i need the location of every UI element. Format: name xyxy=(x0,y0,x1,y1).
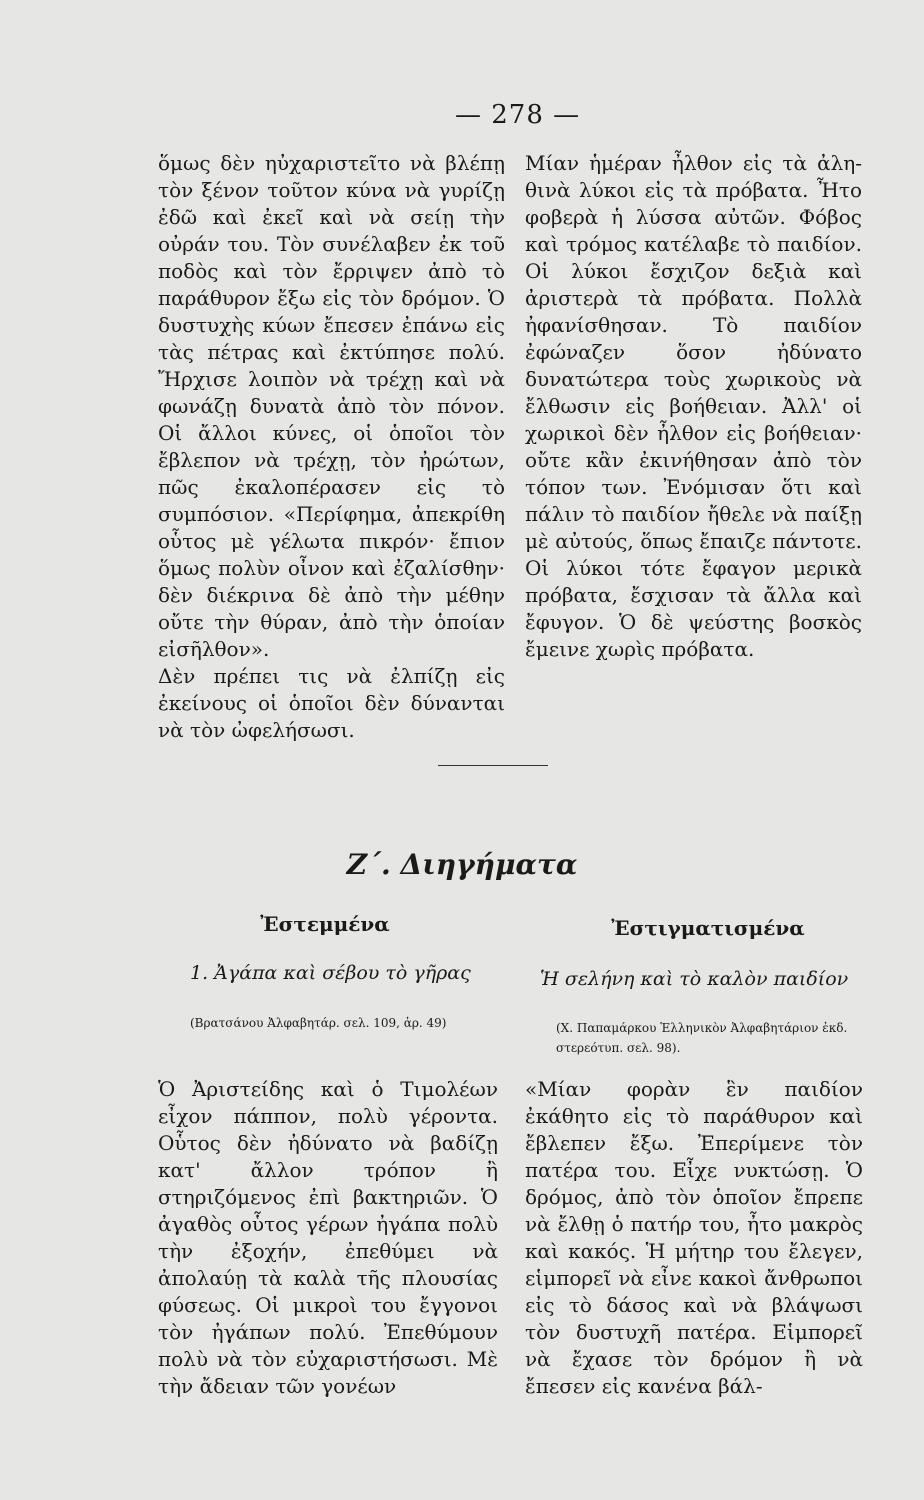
bottom-right-column xyxy=(525,1076,863,1400)
paragraph: Ὁ Ἀριστείδης καὶ ὁ Τιμολέων εἶχον πάππον, πολὺ γέροντα. Οὗτος δὲν ἠδύνατο νὰ βαδίζῃ κατ' ἄλλον τρόπον ἢ στηριζόμενος ἐπὶ βακτηριῶν. Ὁ ἀγαθὸς οὗτος γέρων ἠγάπα πολὺ τὴν ἐξοχήν, ἐπεθύμει νὰ ἀπολαύῃ τὰ καλὰ τῆς πλουσίας φύσεως. Οἱ μικροὶ του ἔγγονοι τὸν ἠγάπων πολύ. Ἐπεθύμουν πολὺ νὰ τὸν εὐχαριστήσωσι. Μὲ τὴν ἄδειαν τῶν γονέων xyxy=(158,1077,498,1398)
paragraph: Δὲν πρέπει τις νὰ ἐλπίζῃ εἰς ἐκείνους οἱ ὁποῖοι δὲν δύνανται νὰ τὸν ὠφελήσωσι. xyxy=(158,664,505,742)
paragraph: «Μίαν φορὰν ἓν παιδίον ἐκάθητο εἰς τὸ παράθυρον καὶ ἔβλεπεν ἔξω. Ἐπερίμενε τὸν πατέρα του. Εἶχε νυκτώσῃ. Ὁ δρόμος, ἀπὸ τὸν ὁποῖον ἔπρεπε νὰ ἔλθῃ ὁ πατήρ του, ἦτο μακρὸς καὶ κακός. Ἡ μήτηρ του ἔλεγεν, εἱμπορεῖ νὰ εἶνε κακοὶ ἄνθρωποι εἰς τὸ δάσος καὶ νὰ βλάψωσι τὸν δυστυχῆ πατέρα. Εἱμπορεῖ νὰ ἔχασε τὸν δρόμον ἢ νὰ ἔπεσεν εἰς κανένα βάλ- xyxy=(525,1077,863,1398)
top-left-column xyxy=(158,150,505,744)
right-source: (Χ. Παπαμάρκου Ἑλληνικὸν Ἀλφαβητάριον ἐκδ. στερεότυπ. σελ. 98). xyxy=(556,1021,848,1055)
top-right-column xyxy=(525,150,862,663)
bottom-left-column xyxy=(158,1076,498,1400)
right-subhead: Ἐστιγματισμένα xyxy=(611,916,805,940)
section-title: Ζ΄. Διηγήματα xyxy=(346,848,578,881)
paragraph: Μίαν ἡμέραν ἦλθον εἰς τὰ ἀληθινὰ λύκοι εἰς τὰ πρόβατα. Ἦτο φοβερὰ ἡ λύσσα αὐτῶν. Φόβος καὶ τρόμος κατέλαβε τὸ παιδίον. Οἱ λύκοι ἔσχιζον δεξιὰ καὶ ἀριστερὰ τὰ πρόβατα. Πολλὰ ἠφανίσθησαν. Τὸ παιδίον ἐφώναζεν ὅσον ἠδύνατο δυνατώτερα τοὺς χωρικοὺς νὰ ἔλθωσιν εἰς βοήθειαν. Ἀλλ' οἱ χωρικοὶ δὲν ἦλθον εἰς βοήθειαν· οὔτε κἂν ἐκινήθησαν ἀπὸ τὸν τόπον των. Ἐνόμισαν ὅτι καὶ πάλιν τὸ παιδίον ἤθελε νὰ παίξῃ μὲ αὐτούς, ὅπως ἔπαιζε πάντοτε. Οἱ λύκοι τότε ἔφαγον μερικὰ πρόβατα, ἔσχισαν τὰ ἄλλα καὶ ἔφυγον. Ὁ δὲ ψεύστης βοσκὸς ἔμεινε χωρὶς πρόβατα. xyxy=(525,151,862,661)
paragraph: ὅμως δὲν ηὐχαριστεῖτο νὰ βλέπῃ τὸν ξένον τοῦτον κύνα νὰ γυρίζῃ ἐδῶ καὶ ἐκεῖ καὶ νὰ σείῃ τὴν οὐράν του. Τὸν συνέλαβεν ἐκ τοῦ ποδὸς καὶ τὸν ἔρριψεν ἀπὸ τὸ παράθυρον ἔξω εἰς τὸν δρόμον. Ὁ δυστυχὴς κύων ἔπεσεν ἐπάνω εἰς τὰς πέτρας καὶ ἐκτύπησε πολύ. Ἤρχισε λοιπὸν νὰ τρέχῃ καὶ νὰ φωνάζῃ δυνατὰ ἀπὸ τὸν πόνον. Οἱ ἄλλοι κύνες, οἱ ὁποῖοι τὸν ἔβλεπον νὰ τρέχῃ, τὸν ἠρώτων, πῶς ἐκαλοπέρασεν εἰς τὸ συμπόσιον. «Περίφημα, ἀπεκρίθη οὗτος μὲ γέλωτα πικρόν· ἔπιον ὅμως πολὺν οἶνον καὶ ἐζαλίσθην· δὲν διέκρινα δὲ ἀπὸ τὴν μέθην οὔτε τὴν θύραν, ἀπὸ τὴν ὁποίαν εἰσῆλθον». xyxy=(158,151,505,661)
right-piece-title: Ἡ σελήνη καὶ τὸ καλὸν παιδίον xyxy=(540,968,849,990)
page-number: — 278 — xyxy=(455,100,581,130)
left-piece-title: 1. Ἀγάπα καὶ σέβου τὸ γῆρας xyxy=(190,962,471,984)
left-subhead: Ἐστεμμένα xyxy=(260,912,390,936)
left-source: (Βρατσάνου Ἀλφαβητάρ. σελ. 109, ἀρ. 49) xyxy=(190,1016,447,1030)
divider xyxy=(438,765,548,766)
